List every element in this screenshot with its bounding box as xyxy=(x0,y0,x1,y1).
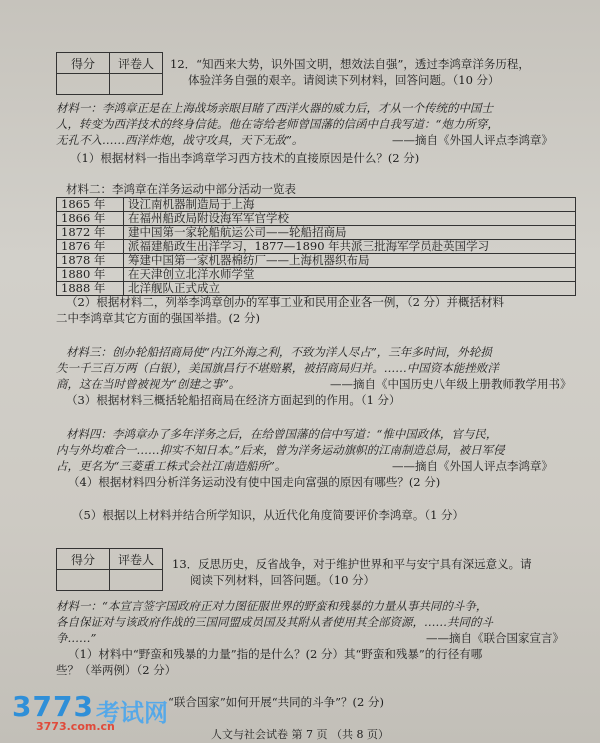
q12-question4: （4）根据材料四分析洋务运动没有使中国走向富强的原因有哪些？(2 分) xyxy=(68,475,441,489)
year-cell: 1878 年 xyxy=(57,254,124,268)
event-cell: 在福州船政局附设海军军官学校 xyxy=(124,212,576,226)
q13-material1-line3: 争……” xyxy=(56,631,97,645)
q12-material3-line1: 材料三：创办轮船招商局使“内江外海之利，不致为洋人尽占”，三年多时间，外轮损 xyxy=(66,345,492,359)
q12-material3-source: ——摘自《中国历史八年级上册教师教学用书》 xyxy=(330,377,572,391)
q12-material1-line2: 人，转变为西洋技术的终身信徒。他在寄给老师曾国藩的信函中自我写道：“炮力所穿， xyxy=(56,117,499,131)
q12-material1-line1: 材料一：李鸿章正是在上海战场亲眼目睹了西洋火器的威力后，才从一个传统的中国士 xyxy=(56,101,493,115)
q12-question3: （3）根据材料三概括轮船招商局在经济方面起到的作用。（1 分） xyxy=(66,393,401,407)
events-table xyxy=(56,197,576,296)
q12-material1-source: ——摘自《外国人评点李鸿章》 xyxy=(392,133,553,147)
table-row xyxy=(57,254,576,268)
q12-question5: （5）根据以上材料并结合所学知识，从近代化角度简要评价李鸿章。（1 分） xyxy=(72,508,465,522)
q12-intro-line2: 体验洋务自强的艰辛。请阅读下列材料，回答问题。（10 分） xyxy=(188,73,500,87)
event-cell: 建中国第一家轮船航运公司——轮船招商局 xyxy=(124,226,576,240)
q12-material3-line3: 商，这在当时曾被视为“创建之事”。 xyxy=(56,377,241,391)
q13-question1-line2: 些？（举两例）（2 分） xyxy=(56,663,177,677)
event-cell: 北洋舰队正式成立 xyxy=(124,282,576,296)
q12-material1-line3: 无孔不入……西洋炸炮，战守攻具，天下无敌”。 xyxy=(56,133,304,147)
year-cell: 1876 年 xyxy=(57,240,124,254)
year-cell: 1880 年 xyxy=(57,268,124,282)
grader-label: 评卷人 xyxy=(110,549,163,570)
q12-question2-line1: （2）根据材料二，列举李鸿章创办的军事工业和民用企业各一例，（2 分）并概括材料 xyxy=(66,295,505,309)
q12-material4-line1: 材料四：李鸿章办了多年洋务之后，在给曾国藩的信中写道：“惟中国政体，官与民， xyxy=(66,427,498,441)
q13-question1-line1: （1）材料中“野蛮和残暴的力量”指的是什么？(2 分）其“野蛮和残暴”的行径有哪 xyxy=(68,647,483,661)
table-row xyxy=(57,240,576,254)
q13-intro-line2: 阅读下列材料，回答问题。（10 分） xyxy=(190,573,376,587)
page-footer: 人文与社会试卷 第 7 页 （共 8 页） xyxy=(211,728,389,741)
score-box-q13 xyxy=(56,548,163,591)
score-label: 得分 xyxy=(57,53,110,74)
watermark-logo-cn: 考试网 xyxy=(96,699,168,727)
score-label: 得分 xyxy=(57,549,110,570)
q13-material1-line2: 各自保证对与该政府作战的三国同盟成员国及其附从者使用其全部资源，……共同的斗 xyxy=(56,615,493,629)
q12-material4-source: ——摘自《外国人评点李鸿章》 xyxy=(392,459,553,473)
score-box-q12 xyxy=(56,52,163,95)
year-cell: 1865 年 xyxy=(57,198,124,212)
q12-material4-line2: 内与外均难合一……抑实不知日本。”后来，曾为洋务运动旗帜的江南制造总局，被日军侵 xyxy=(56,443,505,457)
event-cell: 筹建中国第一家机器棉纺厂——上海机器织布局 xyxy=(124,254,576,268)
q13-material1-line1: 材料一：“本宣言签字国政府正对力图征服世界的野蛮和残暴的力量从事共同的斗争， xyxy=(56,599,488,613)
q13-material1-source: ——摘自《联合国家宣言》 xyxy=(426,631,564,645)
year-cell: 1872 年 xyxy=(57,226,124,240)
event-cell: 在天津创立北洋水师学堂 xyxy=(124,268,576,282)
table-row xyxy=(57,268,576,282)
table-row xyxy=(57,212,576,226)
q13-intro-line1: 13．反思历史，反省战争，对于维护世界和平与安宁具有深远意义。请 xyxy=(172,557,532,571)
year-cell: 1866 年 xyxy=(57,212,124,226)
table-row xyxy=(57,198,576,212)
q12-material2-title: 材料二：李鸿章在洋务运动中部分活动一览表 xyxy=(66,182,296,196)
q13-question2: “联合国家”如何开展“共同的斗争”？(2 分) xyxy=(168,695,384,709)
watermark-logo: 3773 xyxy=(12,690,94,723)
event-cell: 派福建船政生出洋学习，1877—1890 年共派三批海军学员赴英国学习 xyxy=(124,240,576,254)
q12-question2-line2: 二中李鸿章其它方面的强国举措。(2 分) xyxy=(56,311,260,325)
event-cell: 设江南机器制造局于上海 xyxy=(124,198,576,212)
q12-material3-line2: 失一千三百万两（白银），美国旗昌行不堪赔累，被招商局归并。……中国资本能挫败洋 xyxy=(56,361,499,375)
q12-material4-line3: 占，更名为“三菱重工株式会社江南造船所”。 xyxy=(56,459,287,473)
year-cell: 1888 年 xyxy=(57,282,124,296)
q12-intro-line1: 12．“知西来大势，识外国文明，想效法自强”，透过李鸿章洋务历程， xyxy=(170,57,530,71)
table-row xyxy=(57,226,576,240)
q12-question1: （1）根据材料一指出李鸿章学习西方技术的直接原因是什么？(2 分) xyxy=(70,151,420,165)
watermark-url: 3773.com.cn xyxy=(36,720,115,733)
grader-label: 评卷人 xyxy=(110,53,163,74)
